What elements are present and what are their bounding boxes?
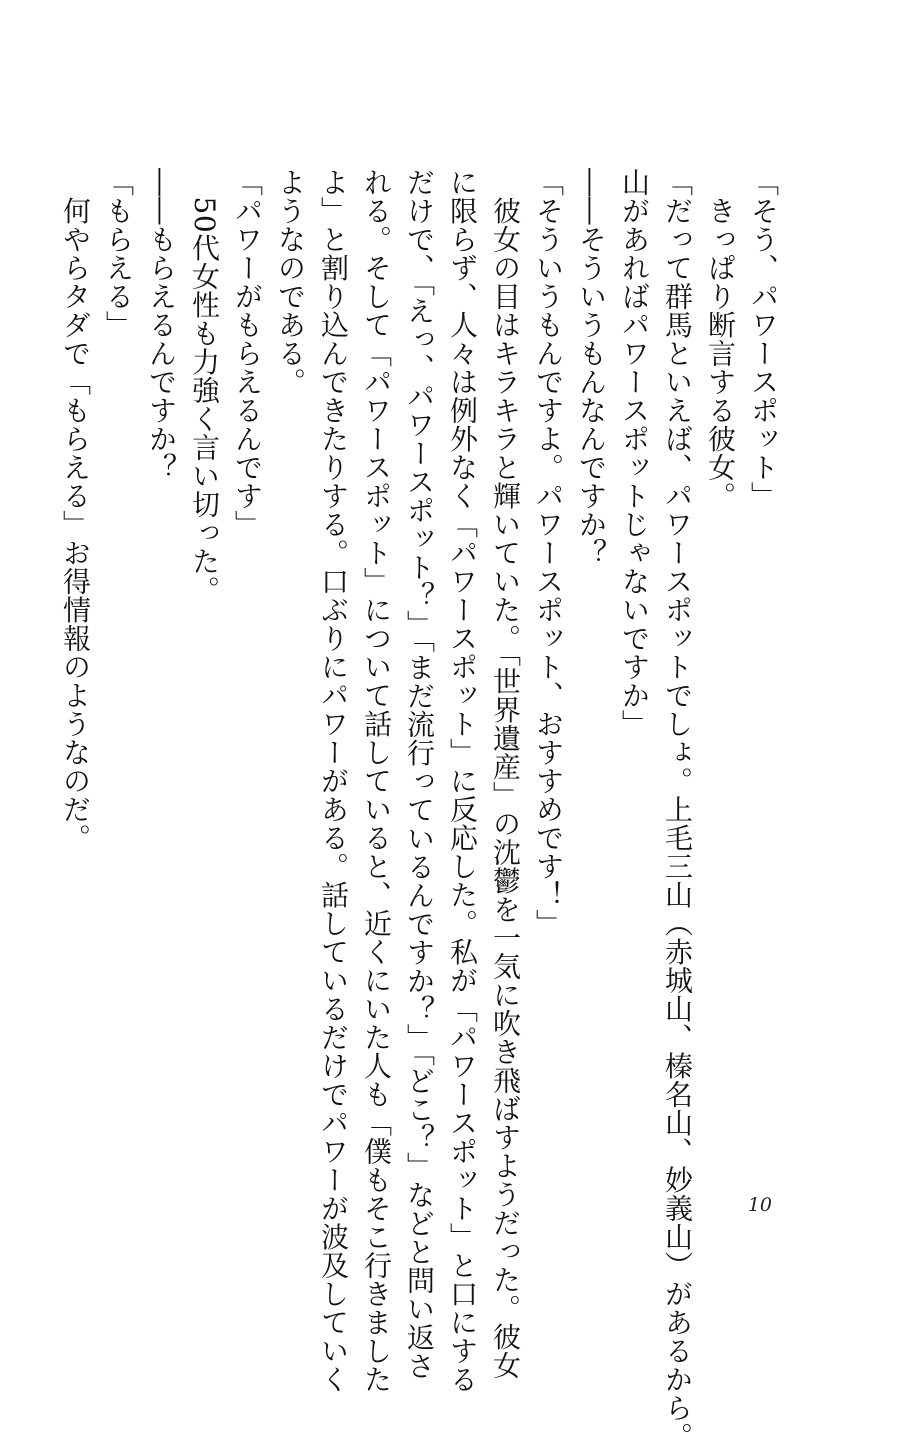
page-number: 10 bbox=[747, 1194, 772, 1216]
text-line: 「そういうもんですよ。パワースポット、おすすめです！」 bbox=[532, 168, 565, 938]
text-line: 50代女性も力強く言い切った。 bbox=[188, 168, 221, 604]
text-line: 「そう、パワースポット」 bbox=[747, 168, 780, 510]
text-line: 「だって群馬といえば、パワースポットでしょ。上毛三山（赤城山、榛名山、妙義山）があるから。 bbox=[661, 168, 694, 1451]
text-line: れる。そして「パワースポット」について話していると、近くにいた人も「僕もそこ行きました bbox=[360, 168, 393, 1394]
text-line: ――もらえるんですか？ bbox=[145, 168, 178, 482]
text-line: だけで、「えっ、パワースポット？」「まだ流行っているんですか？」「どこ？」などと問い返さ bbox=[403, 168, 436, 1380]
text-line: 彼女の目はキラキラと輝いていた。「世界遺産」の沈鬱を一気に吹き飛ばすようだった。彼女 bbox=[489, 168, 522, 1380]
text-line: 「パワーがもらえるんです」 bbox=[231, 168, 264, 539]
text-line: きっぱり断言する彼女。 bbox=[704, 168, 737, 510]
text-line: ようなのである。 bbox=[274, 168, 307, 396]
text-line: よ」と割り込んできたりする。口ぶりにパワーがある。話しているだけでパワーが波及していく bbox=[317, 168, 350, 1394]
text-line: ――そういうもんなんですか？ bbox=[575, 168, 608, 567]
text-line: 何やらタダで「もらえる」お得情報のようなのだ。 bbox=[59, 168, 92, 852]
text-line: に限らず、人々は例外なく「パワースポット」に反応した。私が「パワースポット」と口にする bbox=[446, 168, 479, 1394]
text-line: 「もらえる」 bbox=[102, 168, 135, 339]
text-line: 山があればパワースポットじゃないですか」 bbox=[618, 168, 651, 738]
